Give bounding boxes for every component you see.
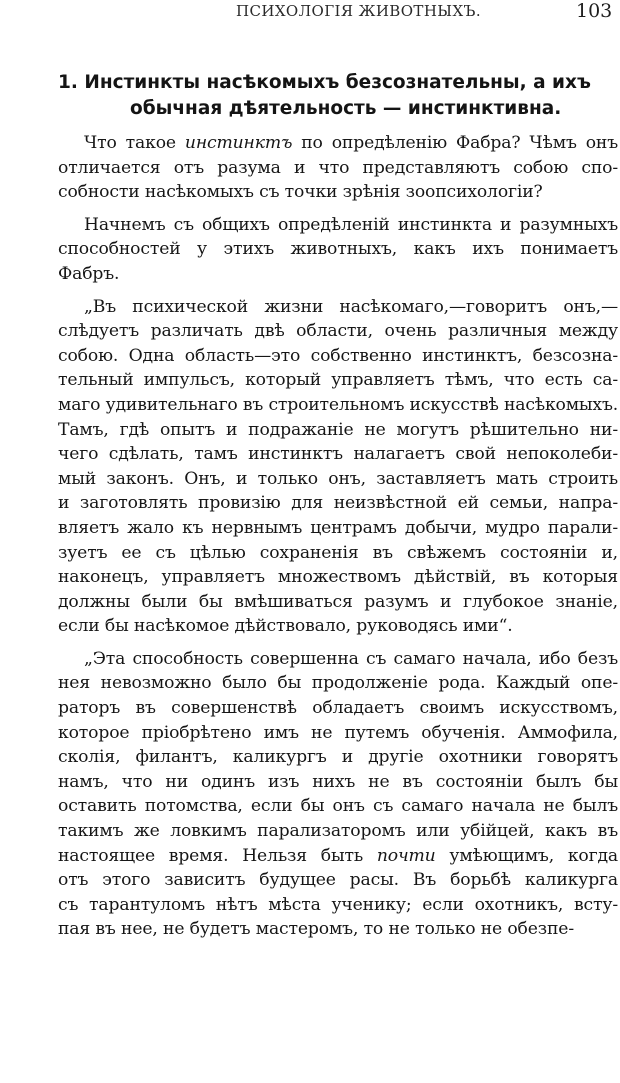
text-line: оставить потомства, если бы онъ съ самаго начала не былъ [58,796,618,817]
emphasized-term: инстинктъ [184,133,293,153]
text-line: отличается отъ разума и что представляютъ собою спо- [58,157,618,178]
text-line: Фабръ. [58,263,120,284]
text-line: пая въ нее, не будетъ мастеромъ, то не только не обезпе- [58,919,574,940]
text-line: наконецъ, управляетъ множествомъ дѣйствій, въ которыя [58,567,618,588]
section-heading-line-2: обычная дѣятельность — инстинктивна. [130,98,562,119]
body-text [58,131,618,950]
text-line: „Эта способность совершенна съ самаго начала, ибо безъ [84,648,618,669]
text-line: если бы насѣкомое дѣйствовало, руководясь ими“. [58,616,513,637]
text-line: и заготовлять провизію для неизвѣстной ей семьи, напра- [58,493,618,514]
page-number: 103 [576,0,613,22]
emphasized-term: почти [376,845,436,866]
text-line: отъ этого зависитъ будущее расы. Въ борьбѣ каликурга [58,870,618,891]
text-line: маго удивительнаго въ строительномъ искусствѣ насѣкомыхъ. [58,394,618,415]
paragraph [58,647,618,942]
paragraph [58,295,618,639]
text-line: настоящее время. Нельзя быть почти умѣющимъ, когда [58,845,618,866]
text-line: должны были бы вмѣшиваться разумъ и глубокое знаніе, [58,591,618,612]
text-line: такимъ же ловкимъ парализаторомъ или убійцей, какъ въ [58,821,618,842]
running-title: ПСИХОЛОГІЯ ЖИВОТНЫХЪ. [236,2,482,20]
text-line: „Въ психической жизни насѣкомаго,—говоритъ онъ,— [84,296,618,317]
text-line: чего сдѣлать, тамъ инстинктъ налагаетъ свой непоколеби- [58,444,618,465]
paragraph [58,131,618,205]
text-line: съ тарантуломъ нѣтъ мѣста ученику; если охотникъ, всту- [58,894,618,915]
paragraph [58,213,618,287]
text-line: которое пріобрѣтено имъ не путемъ обученія. Аммофила, [58,722,618,743]
text-line: способностей у этихъ животныхъ, какъ ихъ понимаетъ [58,239,618,260]
text-line: собою. Одна область—это собственно инстинктъ, безсозна- [58,345,618,366]
text-line: зуетъ ее съ цѣлью сохраненія въ свѣжемъ состояніи и, [58,542,618,563]
text-line: раторъ въ совершенствѣ обладаетъ своимъ искусствомъ, [58,698,618,719]
text-line: сколія, филантъ, каликургъ и другіе охотники говорятъ [58,747,618,768]
section-heading-line-1: 1. Инстинкты насѣкомыхъ безсознательны, а ихъ [58,72,591,93]
text-line: нея невозможно было бы продолженіе рода. Каждый опе- [58,673,618,694]
text-line: Начнемъ съ общихъ опредѣленій инстинкта и разумныхъ [84,214,618,235]
section-heading [58,70,591,122]
text-line: тельный импульсъ, который управляетъ тѣмъ, что есть са- [58,370,618,391]
text-line: собности насѣкомыхъ съ точки зрѣнія зоопсихологіи? [58,182,543,203]
text-line: Что такое инстинктъ по опредѣленію Фабра? Чѣмъ онъ [84,133,618,153]
text-line: мый законъ. Онъ, и только онъ, заставляетъ мать строить [58,468,618,489]
text-line: вляетъ жало къ нервнымъ центрамъ добычи, мудро парали- [58,517,618,538]
text-line: слѣдуетъ различать двѣ области, очень различныя между [58,321,618,342]
text-line: намъ, что ни одинъ изъ нихъ не въ состояніи былъ бы [58,771,618,792]
text-line: Тамъ, гдѣ опытъ и подражаніе не могутъ рѣшительно ни- [58,419,618,440]
